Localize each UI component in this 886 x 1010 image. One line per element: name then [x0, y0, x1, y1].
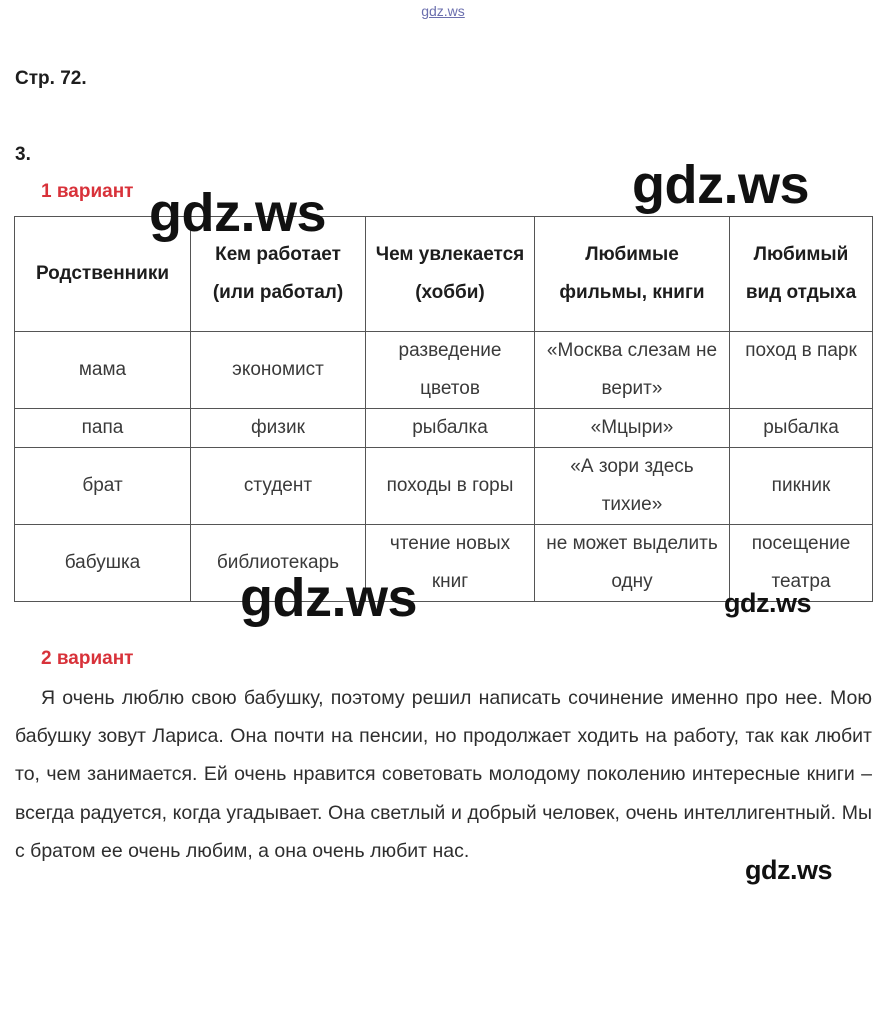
table-cell: студент	[191, 448, 366, 525]
column-header-hobby: Чем увлекается (хобби)	[366, 217, 535, 332]
table-cell: посещение театра	[730, 525, 873, 602]
table-cell: брат	[15, 448, 191, 525]
table-cell: библиотекарь	[191, 525, 366, 602]
table-cell: физик	[191, 409, 366, 448]
watermark-small-under-table: gdz.ws	[724, 588, 812, 618]
watermark-large-under-table: gdz.ws	[240, 568, 418, 628]
variant-2-heading: 2 вариант	[41, 648, 134, 669]
page-reference: Стр. 72.	[15, 68, 87, 89]
table-cell: «Москва слезам не верит»	[535, 332, 730, 409]
variant-1-heading: 1 вариант	[41, 181, 134, 202]
column-header-favorite-media: Любимые фильмы, книги	[535, 217, 730, 332]
table-cell: не может выделить одну	[535, 525, 730, 602]
table-cell: поход в парк	[730, 332, 873, 409]
watermark-large-top-left: gdz.ws	[149, 183, 327, 243]
table-row	[15, 448, 873, 525]
table-cell: чтение новых книг	[366, 525, 535, 602]
table-cell: рыбалка	[366, 409, 535, 448]
table-cell: бабушка	[15, 525, 191, 602]
table-cell: походы в горы	[366, 448, 535, 525]
table-cell: «Мцыри»	[535, 409, 730, 448]
column-header-relatives: Родственники	[15, 217, 191, 332]
table-row	[15, 409, 873, 448]
relatives-table	[14, 216, 873, 602]
table-cell: «А зори здесь тихие»	[535, 448, 730, 525]
watermark-large-top-right: gdz.ws	[632, 155, 810, 215]
table-cell: папа	[15, 409, 191, 448]
essay-text: Я очень люблю свою бабушку, поэтому решил написать сочинение именно про нее. Мою бабушку зовут Лариса. Она почти на пенсии, но продолжает ходить на работу, так как любит то, чем занимается. Ей очень нравится советовать молодому поколению интересные книги – всегда радуется, когда угадывает. Она светлый и добрый человек, очень интеллигентный. Мы с братом ее очень любим, а она очень любит нас.	[15, 687, 872, 862]
table-row	[15, 332, 873, 409]
column-header-occupation: Кем работает (или работал)	[191, 217, 366, 332]
table-header-row	[15, 217, 873, 332]
task-number: 3.	[15, 144, 31, 165]
table-cell: разведение цветов	[366, 332, 535, 409]
top-site-link[interactable]: gdz.ws	[421, 3, 465, 19]
table-cell: мама	[15, 332, 191, 409]
watermark-small-bottom: gdz.ws	[745, 855, 833, 885]
table-cell: рыбалка	[730, 409, 873, 448]
table-cell: пикник	[730, 448, 873, 525]
column-header-favorite-leisure: Любимый вид отдыха	[730, 217, 873, 332]
table-cell: экономист	[191, 332, 366, 409]
